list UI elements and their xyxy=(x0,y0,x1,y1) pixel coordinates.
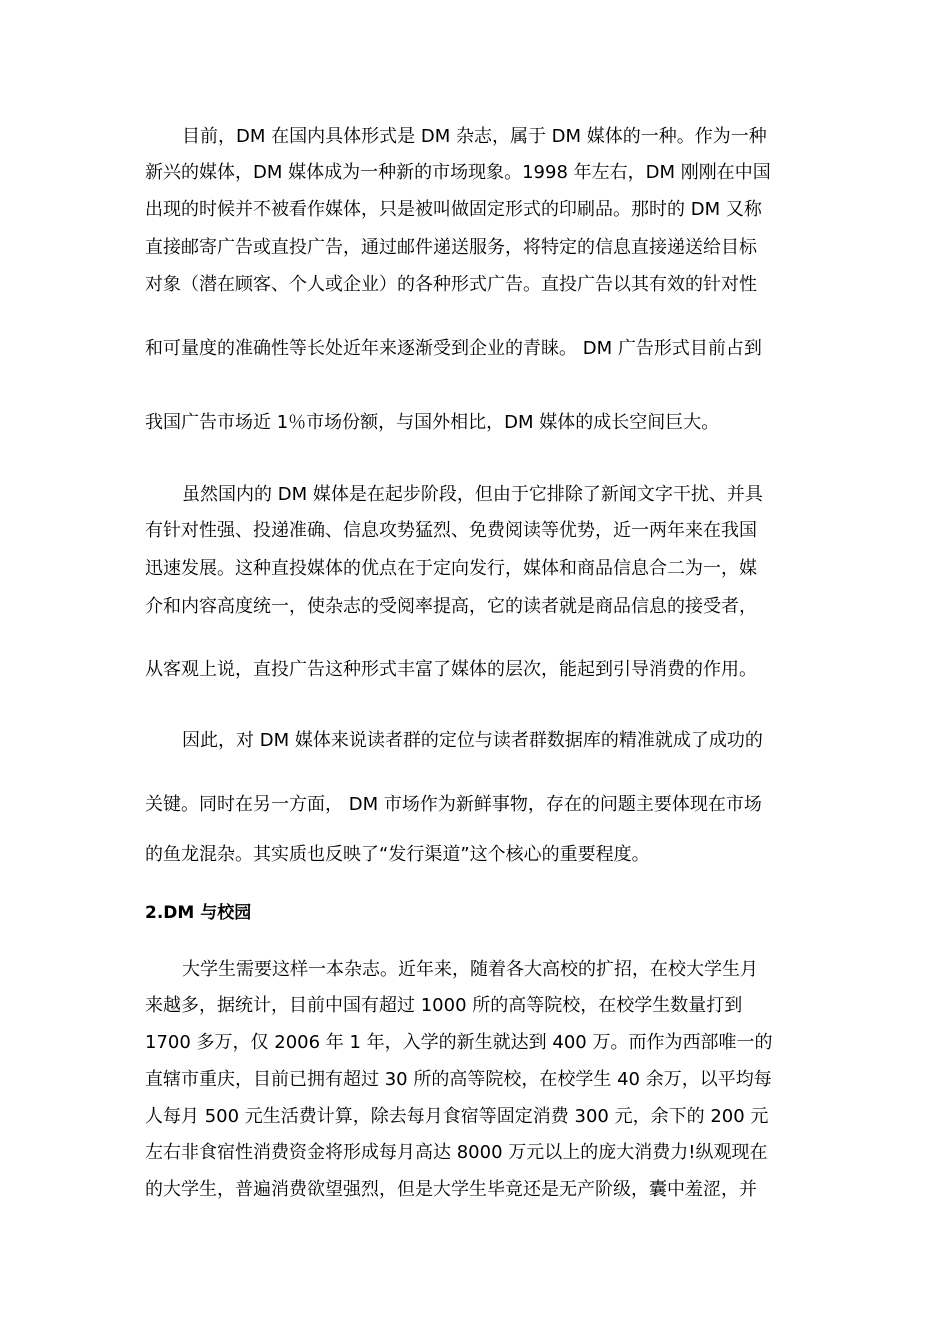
paragraph-1-line-3: 出现的时候并不被看作媒体，只是被叫做固定形式的印刷品。那时的 DM 又称 xyxy=(145,199,762,220)
paragraph-2-line-4: 介和内容高度统一，使杂志的受阅率提高，它的读者就是商品信息的接受者， xyxy=(145,596,757,617)
paragraph-2-line-3: 迅速发展。这种直投媒体的优点在于定向发行，媒体和商品信息合二为一，媒 xyxy=(145,558,757,579)
paragraph-3-line-1: 因此，对 DM 媒体来说读者群的定位与读者群数据库的精准就成了成功的 xyxy=(182,730,763,751)
paragraph-4-line-4: 直辖市重庆，目前已拥有超过 30 所的高等院校，在校学生 40 余万，以平均每 xyxy=(145,1069,772,1090)
paragraph-1-line-6: 和可量度的准确性等长处近年来逐渐受到企业的青睐。 DM 广告形式目前占到 xyxy=(145,338,762,359)
paragraph-4-line-1: 大学生需要这样一本杂志。近年来，随着各大高校的扩招，在校大学生月 xyxy=(182,959,758,980)
paragraph-2-line-2: 有针对性强、投递准确、信息攻势猛烈、免费阅读等优势，近一两年来在我国 xyxy=(145,520,757,541)
paragraph-4-line-5: 人每月 500 元生活费计算，除去每月食宿等固定消费 300 元，余下的 200 元 xyxy=(145,1106,769,1127)
paragraph-4-line-6: 左右非食宿性消费资金将形成每月高达 8000 万元以上的庞大消费力!纵观现在 xyxy=(145,1142,768,1163)
paragraph-4-line-7: 的大学生，普遍消费欲望强烈，但是大学生毕竟还是无产阶级，囊中羞涩，并 xyxy=(145,1179,757,1200)
paragraph-4-line-2: 来越多，据统计，目前中国有超过 1000 所的高等院校，在校学生数量打到 xyxy=(145,995,743,1016)
paragraph-3-line-3: 的鱼龙混杂。其实质也反映了“发行渠道”这个核心的重要程度。 xyxy=(145,844,650,865)
paragraph-4-line-3: 1700 多万，仅 2006 年 1 年，入学的新生就达到 400 万。而作为西部唯一的 xyxy=(145,1032,773,1053)
paragraph-2-line-1: 虽然国内的 DM 媒体是在起步阶段，但由于它排除了新闻文字干扰、并具 xyxy=(182,484,763,505)
paragraph-1-line-7: 我国广告市场近 1％市场份额，与国外相比，DM 媒体的成长空间巨大。 xyxy=(145,412,720,433)
paragraph-2-line-5: 从客观上说，直投广告这种形式丰富了媒体的层次，能起到引导消费的作用。 xyxy=(145,659,757,680)
section-heading: 2.DM 与校园 xyxy=(145,903,252,923)
paragraph-1-line-4: 直接邮寄广告或直投广告，通过邮件递送服务，将特定的信息直接递送给目标 xyxy=(145,237,757,258)
paragraph-1-line-2: 新兴的媒体，DM 媒体成为一种新的市场现象。1998 年左右，DM 刚刚在中国 xyxy=(145,162,771,183)
paragraph-1-line-5: 对象（潜在顾客、个人或企业）的各种形式广告。直投广告以其有效的针对性 xyxy=(145,274,757,295)
paragraph-1-line-1: 目前，DM 在国内具体形式是 DM 杂志，属于 DM 媒体的一种。作为一种 xyxy=(182,126,767,147)
paragraph-3-line-2: 关键。同时在另一方面， DM 市场作为新鲜事物，存在的问题主要体现在市场 xyxy=(145,794,762,815)
